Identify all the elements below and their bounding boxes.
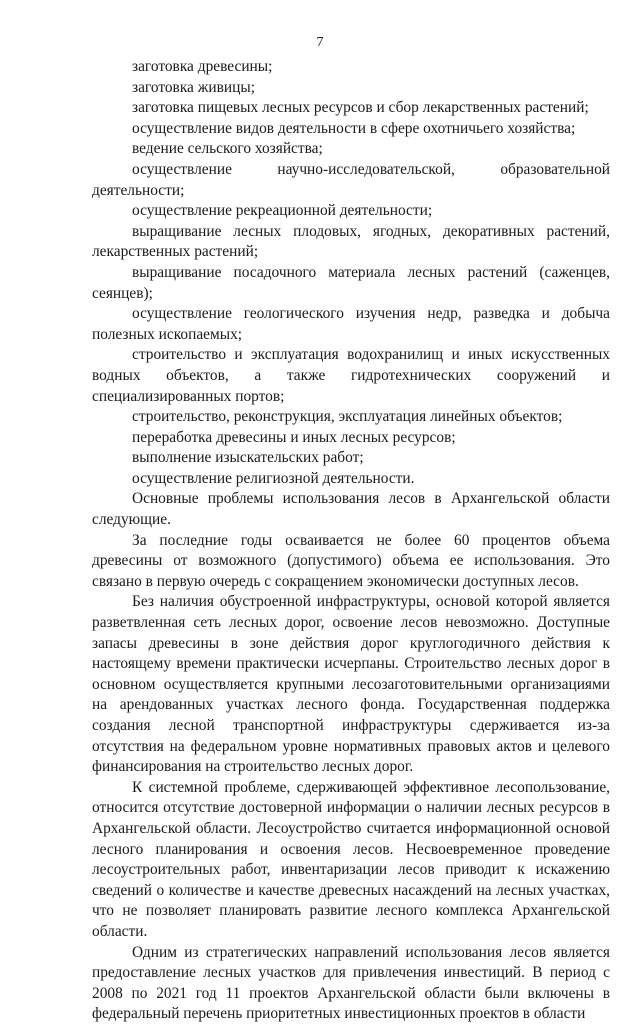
list-item-geology: осуществление геологического изучения недр, разведка и добыча полезных ископаемых; [92,305,610,343]
paragraph-forest-inventory: К системной проблеме, сдерживающей эффективное лесопользование, относится отсутствие достоверной информации о наличии лесных ресурсов в Архангельской области. Лесоустройство считается информационной основой лесного планирования и освоения лесов. Несвоевременное проведение лесоустроительных работ, инвентаризации лесов приводит к искажению сведений о количестве и качестве древесных насаждений на лесных участках, что не позволяет планировать развитие лесного комплекса Архангельской области. [92,778,610,940]
list-item-research: осуществление научно-исследовательской, образовательной деятельности; [92,160,610,199]
list-item-linear-objects: строительство, реконструкция, эксплуатация линейных объектов; [132,408,563,426]
list-item-agriculture: ведение сельского хозяйства; [132,140,323,158]
list-item-religious: осуществление религиозной деятельности. [132,469,415,487]
list-item-recreation: осуществление рекреационной деятельности; [132,202,433,220]
body-text [92,57,610,1025]
list-item-food-resources: заготовка пищевых лесных ресурсов и сбор лекарственных растений; [132,99,589,117]
list-item-planting-material: выращивание посадочного материала лесных растений (саженцев, сеянцев); [92,263,610,302]
page-number: 7 [316,35,324,50]
list-item-hunting: осуществление видов деятельности в сфере охотничьего хозяйства; [132,119,576,137]
paragraph-infrastructure: Без наличия обустроенной инфраструктуры, основой которой является разветвленная сеть лесных дорог, освоение лесов невозможно. Доступные запасы древесины в зоне действия дорог круглогодичного действия к настоящему времени практически исчерпаны. Строительство лесных дорог в основном осуществляется крупными лесозаготовительными организациями на арендованных участках лесного фонда. Государственная поддержка создания лесной транспортной инфраструктуры сдерживается из-за отсутствия на федеральном уровне нормативных правовых актов и целевого финансирования на строительство лесных дорог. [92,593,610,776]
paragraph-investment: Одним из стратегических направлений использования лесов является предоставление лесных участков для привлечения инвестиций. В период с 2008 по 2021 год 11 проектов Архангельской области были включены в федеральный перечень приоритетных инвестиционных проектов в области [92,943,610,1023]
list-item-reservoirs: строительство и эксплуатация водохранилищ и иных искусственных водных объектов, а также гидротехнических сооружений и специализированных портов; [92,346,610,405]
list-item-survey-works: выполнение изыскательских работ; [132,449,364,467]
list-item-wood-processing: переработка древесины и иных лесных ресурсов; [132,428,456,446]
list-item-resin-harvesting: заготовка живицы; [132,78,255,96]
paragraph-main-problems: Основные проблемы использования лесов в Архангельской области следующие. [92,490,610,529]
list-item-timber-harvesting: заготовка древесины; [132,58,273,75]
list-item-growing-plants: выращивание лесных плодовых, ягодных, декоративных растений, лекарственных растений; [92,222,610,261]
paragraph-timber-volume: За последние годы осваивается не более 60 процентов объема древесины от возможного (допустимого) объема ее использования. Это связано в первую очередь с сокращением экономически доступных лесов. [92,531,610,590]
